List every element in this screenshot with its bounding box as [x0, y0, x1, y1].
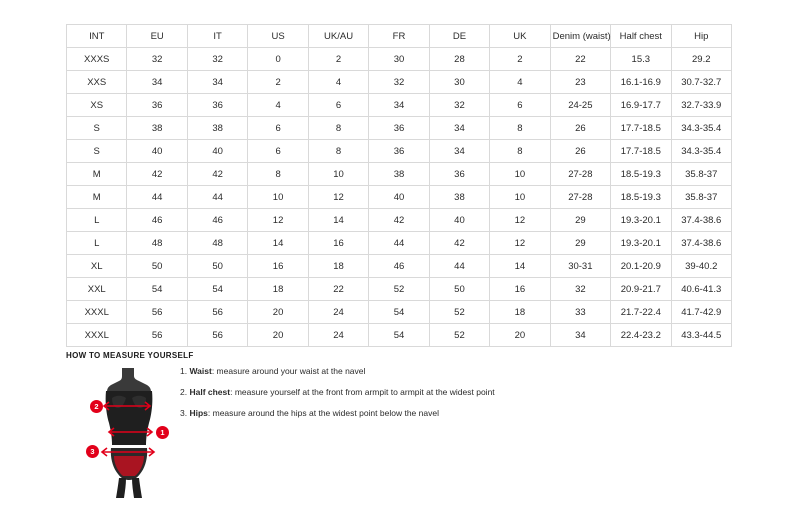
cell-hip: 35.8-37 — [671, 186, 731, 209]
cell-denim-waist: 29 — [550, 209, 610, 232]
cell-fr: 54 — [369, 301, 429, 324]
cell-int: L — [67, 232, 127, 255]
cell-fr: 36 — [369, 117, 429, 140]
cell-de: 30 — [429, 71, 489, 94]
cell-int: XXXS — [67, 48, 127, 71]
cell-hip: 40.6-41.3 — [671, 278, 731, 301]
cell-eu: 50 — [127, 255, 187, 278]
table-row — [67, 278, 732, 301]
cell-denim-waist: 30-31 — [550, 255, 610, 278]
table-row — [67, 48, 732, 71]
cell-us: 14 — [248, 232, 308, 255]
cell-denim-waist: 26 — [550, 140, 610, 163]
cell-eu: 32 — [127, 48, 187, 71]
cell-uk-au: 12 — [308, 186, 368, 209]
cell-de: 34 — [429, 117, 489, 140]
cell-int: S — [67, 140, 127, 163]
cell-it: 46 — [187, 209, 247, 232]
cell-eu: 38 — [127, 117, 187, 140]
marker-badge-waist: 1 — [156, 426, 169, 439]
cell-uk: 4 — [490, 71, 550, 94]
table-row — [67, 209, 732, 232]
column-header-it: IT — [187, 25, 247, 48]
cell-hip: 39-40.2 — [671, 255, 731, 278]
cell-it: 42 — [187, 163, 247, 186]
cell-int: XXXL — [67, 324, 127, 347]
column-header-fr: FR — [369, 25, 429, 48]
column-header-uk-au: UK/AU — [308, 25, 368, 48]
how-to-measure-instructions — [180, 366, 610, 430]
cell-int: S — [67, 117, 127, 140]
instruction-number: 3. — [180, 408, 188, 419]
table-row — [67, 324, 732, 347]
cell-uk: 10 — [490, 186, 550, 209]
table-row — [67, 94, 732, 117]
cell-uk: 8 — [490, 140, 550, 163]
cell-us: 18 — [248, 278, 308, 301]
cell-it: 36 — [187, 94, 247, 117]
cell-de: 32 — [429, 94, 489, 117]
cell-fr: 30 — [369, 48, 429, 71]
cell-int: XXS — [67, 71, 127, 94]
cell-half-chest: 18.5-19.3 — [611, 163, 671, 186]
cell-de: 50 — [429, 278, 489, 301]
cell-fr: 46 — [369, 255, 429, 278]
cell-fr: 44 — [369, 232, 429, 255]
cell-us: 10 — [248, 186, 308, 209]
cell-int: XXXL — [67, 301, 127, 324]
cell-us: 2 — [248, 71, 308, 94]
table-row — [67, 163, 732, 186]
cell-de: 28 — [429, 48, 489, 71]
cell-uk-au: 14 — [308, 209, 368, 232]
cell-fr: 52 — [369, 278, 429, 301]
cell-eu: 56 — [127, 301, 187, 324]
cell-us: 4 — [248, 94, 308, 117]
instruction-half-chest — [180, 387, 610, 397]
measurement-figure — [84, 364, 174, 502]
cell-uk-au: 8 — [308, 117, 368, 140]
cell-eu: 46 — [127, 209, 187, 232]
column-header-denim-waist: Denim (waist) — [550, 25, 610, 48]
cell-uk-au: 24 — [308, 324, 368, 347]
instruction-number: 1. — [180, 366, 188, 376]
marker-badge-hips: 3 — [86, 445, 99, 458]
cell-it: 56 — [187, 301, 247, 324]
cell-uk-au: 6 — [308, 94, 368, 117]
cell-eu: 36 — [127, 94, 187, 117]
cell-uk-au: 22 — [308, 278, 368, 301]
cell-denim-waist: 33 — [550, 301, 610, 324]
instruction-term: Waist — [189, 366, 212, 376]
cell-us: 12 — [248, 209, 308, 232]
instruction-waist — [180, 366, 610, 376]
table-row — [67, 301, 732, 324]
cell-it: 44 — [187, 186, 247, 209]
table-body — [67, 48, 732, 347]
cell-hip: 37.4-38.6 — [671, 209, 731, 232]
cell-it: 54 — [187, 278, 247, 301]
cell-fr: 42 — [369, 209, 429, 232]
cell-uk: 6 — [490, 94, 550, 117]
cell-denim-waist: 34 — [550, 324, 610, 347]
cell-hip: 29.2 — [671, 48, 731, 71]
cell-uk: 20 — [490, 324, 550, 347]
cell-de: 44 — [429, 255, 489, 278]
cell-denim-waist: 27-28 — [550, 186, 610, 209]
cell-denim-waist: 29 — [550, 232, 610, 255]
cell-us: 6 — [248, 140, 308, 163]
cell-fr: 32 — [369, 71, 429, 94]
cell-uk: 12 — [490, 209, 550, 232]
cell-half-chest: 18.5-19.3 — [611, 186, 671, 209]
cell-uk-au: 18 — [308, 255, 368, 278]
cell-half-chest: 21.7-22.4 — [611, 301, 671, 324]
cell-half-chest: 16.9-17.7 — [611, 94, 671, 117]
cell-hip: 32.7-33.9 — [671, 94, 731, 117]
mannequin-leg-left — [116, 478, 126, 498]
cell-it: 50 — [187, 255, 247, 278]
column-header-de: DE — [429, 25, 489, 48]
cell-de: 52 — [429, 301, 489, 324]
cell-it: 32 — [187, 48, 247, 71]
cell-fr: 40 — [369, 186, 429, 209]
cell-it: 48 — [187, 232, 247, 255]
cell-int: M — [67, 186, 127, 209]
column-header-us: US — [248, 25, 308, 48]
instruction-text: : measure around your waist at the navel — [211, 366, 366, 376]
cell-de: 34 — [429, 140, 489, 163]
instruction-text: : measure around the hips at the widest point below the navel — [207, 408, 439, 419]
cell-fr: 54 — [369, 324, 429, 347]
cell-half-chest: 17.7-18.5 — [611, 117, 671, 140]
table-row — [67, 71, 732, 94]
cell-denim-waist: 27-28 — [550, 163, 610, 186]
cell-denim-waist: 24-25 — [550, 94, 610, 117]
cell-uk: 10 — [490, 163, 550, 186]
cell-uk: 8 — [490, 117, 550, 140]
cell-half-chest: 15.3 — [611, 48, 671, 71]
cell-it: 38 — [187, 117, 247, 140]
cell-de: 36 — [429, 163, 489, 186]
table-row — [67, 186, 732, 209]
cell-uk-au: 10 — [308, 163, 368, 186]
size-chart-table — [66, 24, 732, 347]
cell-int: L — [67, 209, 127, 232]
mannequin-neck — [107, 368, 151, 392]
cell-fr: 38 — [369, 163, 429, 186]
cell-denim-waist: 22 — [550, 48, 610, 71]
cell-uk-au: 24 — [308, 301, 368, 324]
cell-hip: 30.7-32.7 — [671, 71, 731, 94]
cell-denim-waist: 32 — [550, 278, 610, 301]
cell-hip: 41.7-42.9 — [671, 301, 731, 324]
cell-eu: 40 — [127, 140, 187, 163]
column-header-int: INT — [67, 25, 127, 48]
column-header-hip: Hip — [671, 25, 731, 48]
cell-eu: 34 — [127, 71, 187, 94]
cell-fr: 36 — [369, 140, 429, 163]
cell-uk: 2 — [490, 48, 550, 71]
cell-uk: 14 — [490, 255, 550, 278]
cell-us: 0 — [248, 48, 308, 71]
cell-half-chest: 22.4-23.2 — [611, 324, 671, 347]
cell-half-chest: 20.9-21.7 — [611, 278, 671, 301]
instruction-hips — [180, 408, 610, 418]
cell-de: 38 — [429, 186, 489, 209]
cell-denim-waist: 23 — [550, 71, 610, 94]
table-header — [67, 25, 732, 48]
cell-uk-au: 16 — [308, 232, 368, 255]
cell-int: XS — [67, 94, 127, 117]
cell-eu: 42 — [127, 163, 187, 186]
cell-half-chest: 20.1-20.9 — [611, 255, 671, 278]
cell-hip: 34.3-35.4 — [671, 140, 731, 163]
cell-de: 40 — [429, 209, 489, 232]
instruction-term: Half chest — [189, 387, 231, 398]
cell-hip: 35.8-37 — [671, 163, 731, 186]
size-chart-container — [66, 24, 732, 347]
cell-half-chest: 19.3-20.1 — [611, 232, 671, 255]
cell-eu: 56 — [127, 324, 187, 347]
how-to-measure-title: HOW TO MEASURE YOURSELF — [66, 351, 194, 360]
cell-int: XXL — [67, 278, 127, 301]
table-row — [67, 232, 732, 255]
cell-us: 8 — [248, 163, 308, 186]
cell-fr: 34 — [369, 94, 429, 117]
cell-uk-au: 4 — [308, 71, 368, 94]
table-row — [67, 117, 732, 140]
cell-hip: 37.4-38.6 — [671, 232, 731, 255]
cell-eu: 44 — [127, 186, 187, 209]
cell-de: 42 — [429, 232, 489, 255]
cell-uk-au: 8 — [308, 140, 368, 163]
cell-eu: 54 — [127, 278, 187, 301]
cell-it: 34 — [187, 71, 247, 94]
table-row — [67, 255, 732, 278]
instruction-text: : measure yourself at the front from armpit to armpit at the widest point — [230, 387, 495, 398]
cell-hip: 34.3-35.4 — [671, 117, 731, 140]
table-row — [67, 140, 732, 163]
instruction-term: Hips — [189, 408, 208, 419]
cell-us: 16 — [248, 255, 308, 278]
cell-uk: 18 — [490, 301, 550, 324]
cell-hip: 43.3-44.5 — [671, 324, 731, 347]
cell-us: 20 — [248, 301, 308, 324]
marker-badge-half-chest: 2 — [90, 400, 103, 413]
cell-int: M — [67, 163, 127, 186]
cell-uk: 16 — [490, 278, 550, 301]
cell-uk-au: 2 — [308, 48, 368, 71]
cell-denim-waist: 26 — [550, 117, 610, 140]
cell-us: 20 — [248, 324, 308, 347]
cell-half-chest: 17.7-18.5 — [611, 140, 671, 163]
table-header-row — [67, 25, 732, 48]
column-header-half-chest: Half chest — [611, 25, 671, 48]
cell-uk: 12 — [490, 232, 550, 255]
cell-int: XL — [67, 255, 127, 278]
cell-half-chest: 19.3-20.1 — [611, 209, 671, 232]
cell-eu: 48 — [127, 232, 187, 255]
instruction-number: 2. — [180, 387, 188, 398]
cell-de: 52 — [429, 324, 489, 347]
column-header-uk: UK — [490, 25, 550, 48]
cell-us: 6 — [248, 117, 308, 140]
cell-it: 56 — [187, 324, 247, 347]
cell-it: 40 — [187, 140, 247, 163]
cell-half-chest: 16.1-16.9 — [611, 71, 671, 94]
mannequin-leg-right — [132, 478, 142, 498]
column-header-eu: EU — [127, 25, 187, 48]
